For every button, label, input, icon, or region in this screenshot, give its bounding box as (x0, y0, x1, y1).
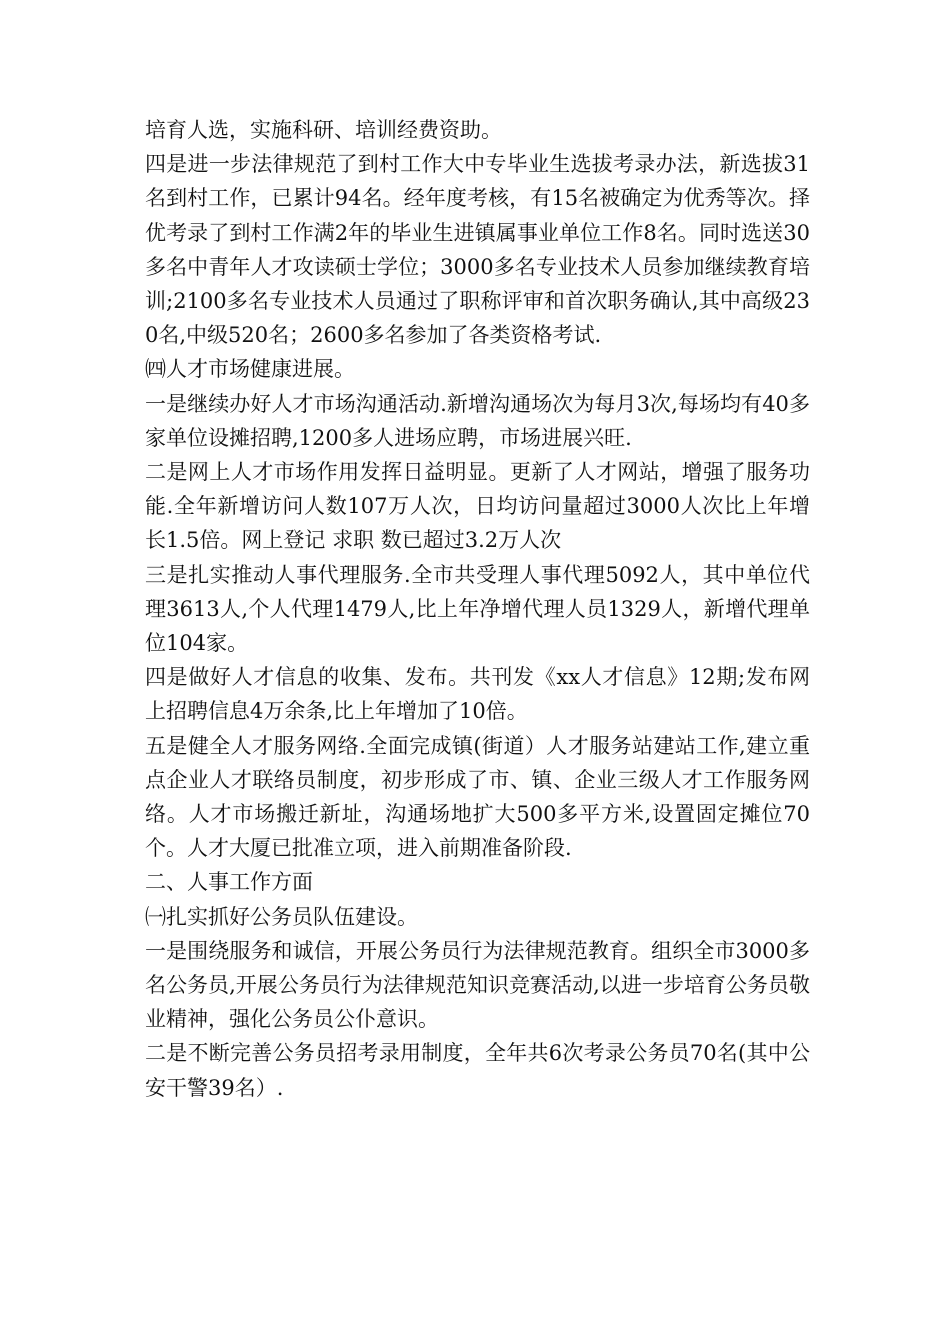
heading-personnel-work: 二、人事工作方面 (145, 870, 313, 895)
paragraph-conduct-education: 一是围绕服务和诚信，开展公务员行为法律规范教育。组织全市3000多名公务员,开展公务员行为法律规范知识竞赛活动,以进一步培育公务员敬业精神，强化公务员公仆意识。 (145, 938, 810, 1032)
paragraph-funding: 培育人选，实施科研、培训经费资助。 (145, 118, 502, 142)
document-body (145, 113, 810, 1105)
paragraph-talent-info: 四是做好人才信息的收集、发布。共刊发《xx人才信息》12期;发布网上招聘信息4万余条,比上年增加了10倍。 (145, 665, 810, 724)
paragraph-graduate-selection: 四是进一步法律规范了到村工作大中专毕业生选拔考录办法，新选拔31名到村工作，已累计94名。经年度考核，有15名被确定为优秀等次。择优考录了到村工作满2年的毕业生进镇属事业单位工作8名。同时选送30多名中青年人才攻读硕士学位；3000多名专业技术人员参加继续教育培训;2100多名专业技术人员通过了职称评审和首次职务确认,其中高级230名,中级520名；2600多名参加了各类资格考试. (145, 152, 810, 348)
paragraph-service-network: 五是健全人才服务网络.全面完成镇(街道）人才服务站建站工作,建立重点企业人才联络员制度，初步形成了市、镇、企业三级人才工作服务网络。人才市场搬迁新址，沟通场地扩大500多平方米,设置固定摊位70个。人才大厦已批准立项，进入前期准备阶段. (145, 733, 810, 861)
paragraph-personnel-agency: 三是扎实推动人事代理服务.全市共受理人事代理5092人，其中单位代理3613人,个人代理1479人,比上年净增代理人员1329人，新增代理单位104家。 (145, 562, 810, 656)
paragraph-recruitment: 二是不断完善公务员招考录用制度，全年共6次考录公务员70名(其中公安干警39名）. (145, 1041, 810, 1100)
heading-civil-servants: ㈠扎实抓好公务员队伍建设。 (145, 904, 418, 929)
heading-talent-market: ㈣人才市场健康进展。 (145, 357, 355, 382)
paragraph-online-market: 二是网上人才市场作用发挥日益明显。更新了人才网站，增强了服务功能.全年新增访问人数107万人次，日均访问量超过3000人次比上年增长1.5倍。网上登记 求职 数已超过3.2万人次 (145, 460, 810, 553)
paragraph-market-activities: 一是继续办好人才市场沟通活动.新增沟通场次为每月3次,每场均有40多家单位设摊招聘,1200多人进场应聘，市场进展兴旺. (145, 391, 810, 450)
